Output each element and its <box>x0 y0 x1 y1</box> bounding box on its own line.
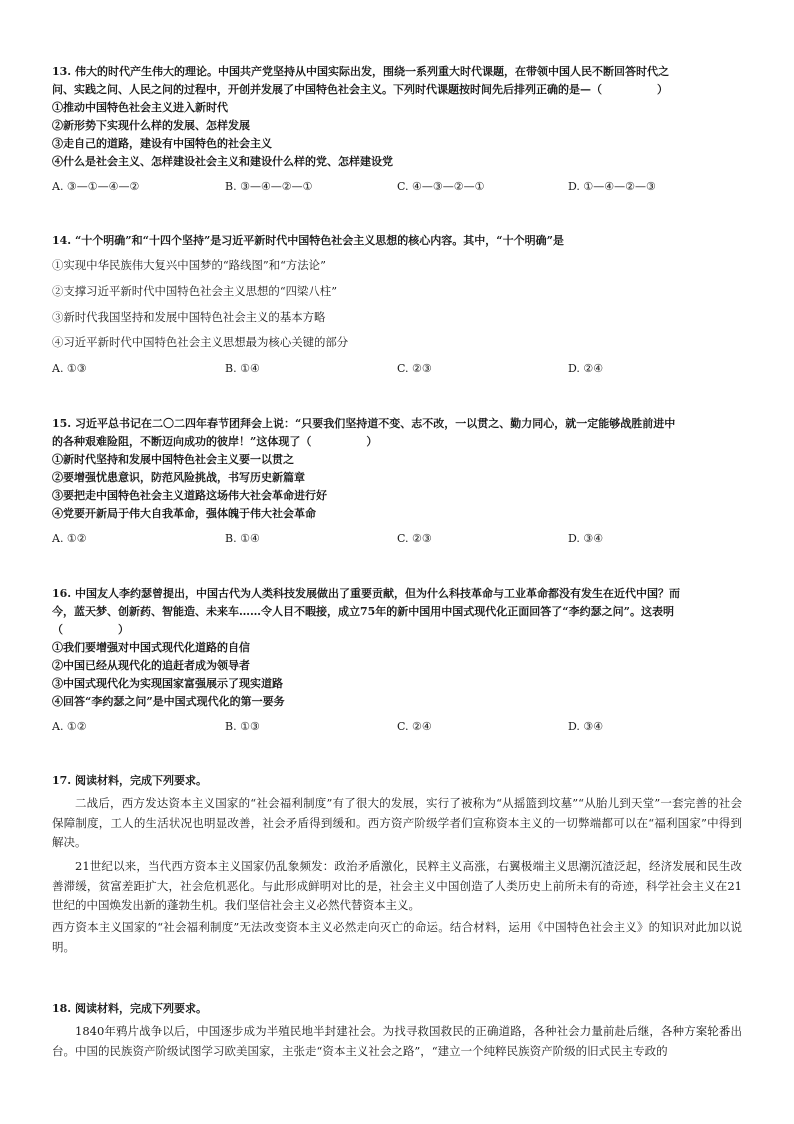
q14-item-1: ①实现中华民族伟大复兴中国梦的“路线图”和“方法论” <box>52 258 326 272</box>
q13-option-a[interactable]: A. ③—①—④—② <box>52 180 140 193</box>
q16-item-3: ③中国式现代化为实现国家富强展示了现实道路 <box>52 677 283 690</box>
q14-stem-line1: 14. “十个明确”和“十四个坚持”是习近平新时代中国特色社会主义思想的核心内容。其中，“十个明确”是 <box>52 234 564 247</box>
q16-item-1: ①我们要增强对中国式现代化道路的自信 <box>52 641 250 654</box>
q16-stem-line1: 16. 中国友人李约瑟曾提出，中国古代为人类科技发展做出了重要贡献，但为什么科技革命与工业革命都没有发生在近代中国？而 <box>52 587 680 600</box>
q15-option-c[interactable]: C. ②③ <box>397 532 432 545</box>
q13-stem-line1: 13. 伟大的时代产生伟大的理论。中国共产党坚持从中国实际出发，围绕一系列重大时代课题，在带领中国人民不断回答时代之 <box>52 65 669 78</box>
q18-material-paragraph-1: 1840年鸦片战争以后，中国逐步成为半殖民地半封建社会。为找寻救国救民的正确道路，各种社会力量前赴后继，各种方案轮番出台。中国的民族资产阶级试图学习欧美国家，主张走“资本主义社会之路”，“建立一个纯粹民族资产阶级的旧式民主专政的 <box>52 1024 742 1058</box>
q17-title: 17. 阅读材料，完成下列要求。 <box>52 774 207 787</box>
q17-question: 西方资本主义国家的“社会福利制度”无法改变资本主义必然走向灭亡的命运。结合材料，运用《中国特色社会主义》的知识对此加以说明。 <box>52 920 742 954</box>
q16-option-d[interactable]: D. ③④ <box>568 720 604 733</box>
q17-material-paragraph-2: 21世纪以来，当代西方资本主义国家仍乱象频发：政治矛盾激化，民粹主义高涨，右翼极端主义思潮沉渣泛起，经济发展和民生改善滞缓，贫富差距扩大，社会危机恶化。与此形成鲜明对比的是，社会主义中国创造了人类历史上前所未有的奇迹，科学社会主义在21世纪的中国焕发出新的蓬勃生机。我们坚信社会主义必然代替资本主义。 <box>52 859 742 912</box>
q16-option-a[interactable]: A. ①② <box>52 720 87 733</box>
q14-option-c[interactable]: C. ②③ <box>397 362 432 375</box>
q16-item-4: ④回答“李约瑟之问”是中国式现代化的第一要务 <box>52 695 285 708</box>
q13-stem-line2: 问、实践之问、人民之问的过程中，开创并发展了中国特色社会主义。下列时代课题按时间先后排列正确的是—（ ） <box>52 83 668 96</box>
q14-item-4: ④习近平新时代中国特色社会主义思想最为核心关键的部分 <box>52 335 349 349</box>
q13-option-c[interactable]: C. ④—③—②—① <box>397 180 485 193</box>
q16-stem-line3: （ ） <box>52 623 129 636</box>
q13-option-d[interactable]: D. ①—④—②—③ <box>568 180 656 193</box>
q15-item-1: ①新时代坚持和发展中国特色社会主义要一以贯之 <box>52 453 294 466</box>
q14-item-2: ②支撑习近平新时代中国特色社会主义思想的“四梁八柱” <box>52 284 338 298</box>
q16-option-c[interactable]: C. ②④ <box>397 720 432 733</box>
q15-item-3: ③要把走中国特色社会主义道路这场伟大社会革命进行好 <box>52 489 327 502</box>
q15-stem-line1: 15. 习近平总书记在二〇二四年春节团拜会上说：“只要我们坚持道不变、志不改，一以贯之、勤力同心，就一定能够战胜前进中 <box>52 417 676 430</box>
q15-option-a[interactable]: A. ①② <box>52 532 87 545</box>
q15-option-b[interactable]: B. ①④ <box>225 532 260 545</box>
q15-item-4: ④党要开新局于伟大自我革命，强体魄于伟大社会革命 <box>52 507 316 520</box>
q15-option-d[interactable]: D. ③④ <box>568 532 604 545</box>
q14-option-b[interactable]: B. ①④ <box>225 362 260 375</box>
q16-option-b[interactable]: B. ①③ <box>225 720 260 733</box>
q13-item-3: ③走自己的道路，建设有中国特色的社会主义 <box>52 137 272 150</box>
q13-option-b[interactable]: B. ③—④—②—① <box>225 180 313 193</box>
q15-stem-line2: 的各种艰难险阻，不断迈向成功的彼岸！”这体现了（ ） <box>52 435 378 448</box>
q14-option-d[interactable]: D. ②④ <box>568 362 604 375</box>
q17-material-paragraph-1: 二战后，西方发达资本主义国家的“社会福利制度”有了很大的发展，实行了被称为“从摇篮到坟墓”“从胎儿到天堂”一套完善的社会保障制度，工人的生活状况也明显改善，社会矛盾得到缓和。西方资产阶级学者们宣称资本主义的一切弊端都可以在“福利国家”中得到解决。 <box>52 796 742 849</box>
q13-item-2: ②新形势下实现什么样的发展、怎样发展 <box>52 119 250 132</box>
q14-option-a[interactable]: A. ①③ <box>52 362 87 375</box>
q15-item-2: ②要增强忧患意识，防范风险挑战，书写历史新篇章 <box>52 471 305 484</box>
q18-title: 18. 阅读材料，完成下列要求。 <box>52 1002 207 1015</box>
q13-item-4: ④什么是社会主义、怎样建设社会主义和建设什么样的党、怎样建设党 <box>52 155 393 168</box>
q13-item-1: ①推动中国特色社会主义进入新时代 <box>52 101 228 114</box>
q16-stem-line2: 今，蓝天梦、创新药、智能造、未来车……令人目不暇接，成立75年的新中国用中国式现代化正面回答了“李约瑟之问”。这表明 <box>52 605 674 618</box>
q16-item-2: ②中国已经从现代化的追赶者成为领导者 <box>52 659 250 672</box>
q14-item-3: ③新时代我国坚持和发展中国特色社会主义的基本方略 <box>52 310 326 324</box>
